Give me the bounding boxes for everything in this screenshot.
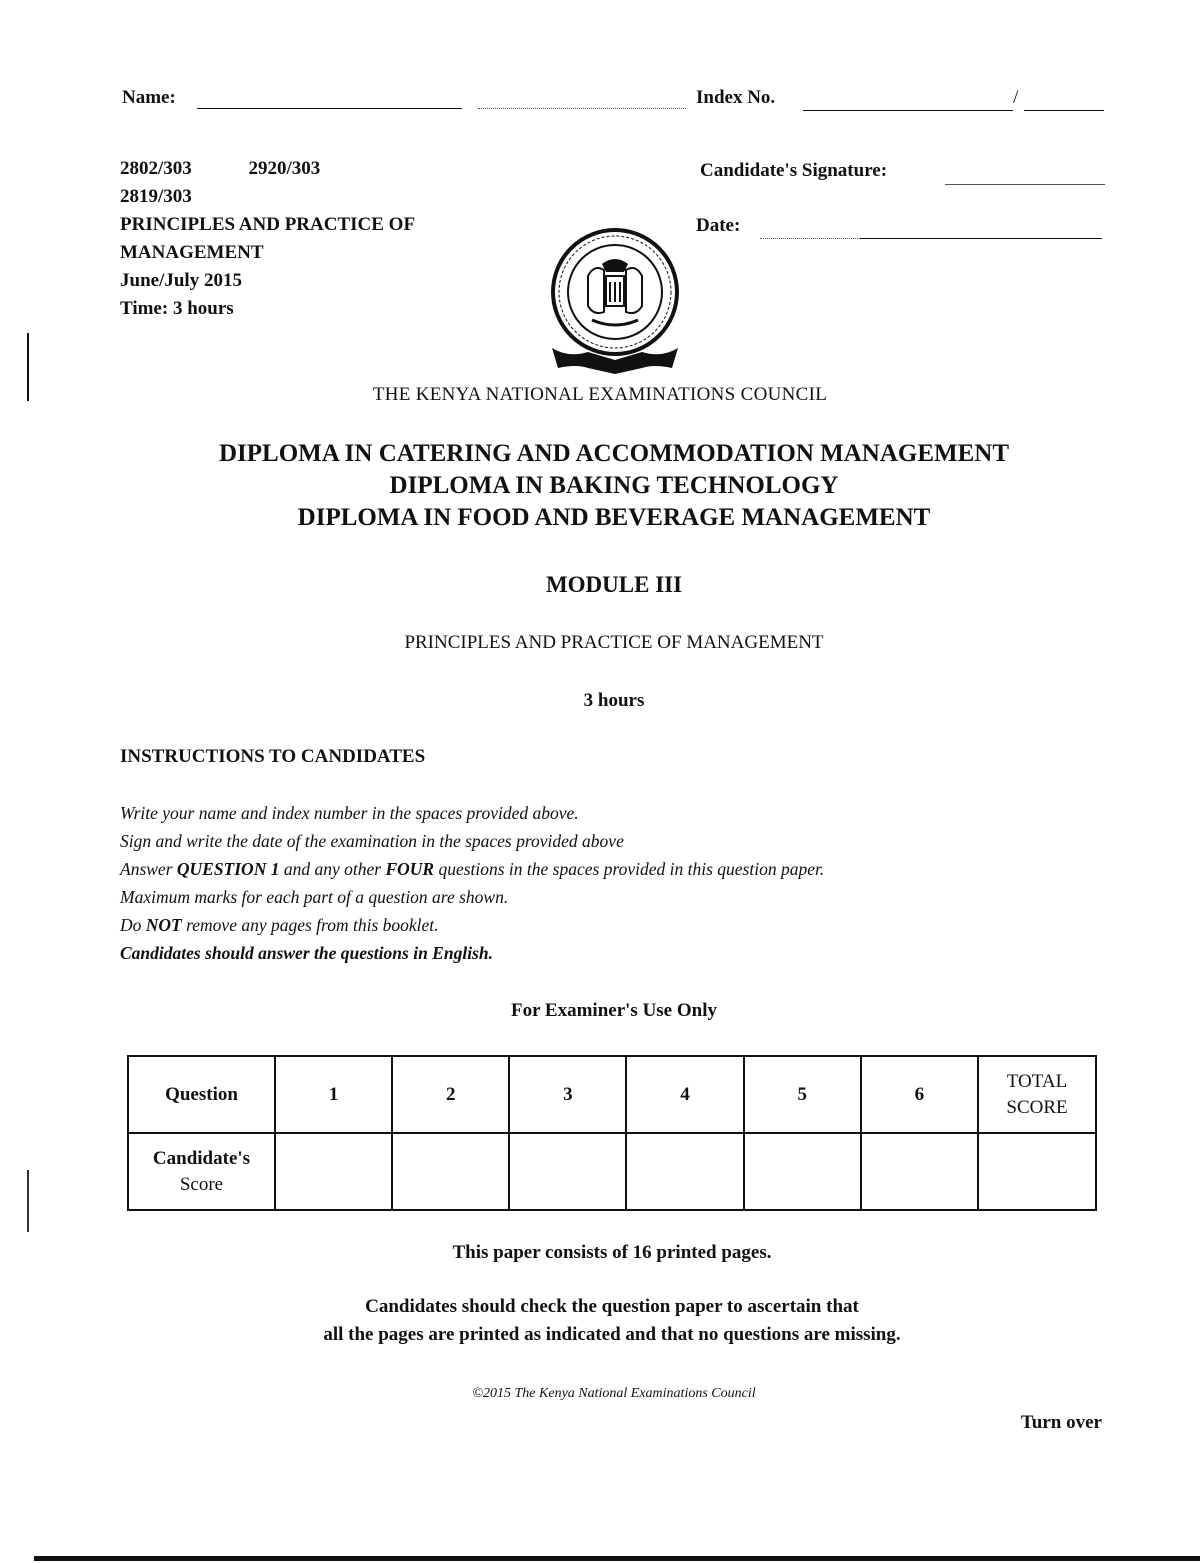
score-cell-1[interactable]: [275, 1133, 392, 1210]
copyright-note: ©2015 The Kenya National Examinations Council: [472, 1386, 756, 1401]
question-row-label: Question: [128, 1056, 275, 1133]
paper-details: [120, 155, 540, 323]
score-cell-6[interactable]: [861, 1133, 978, 1210]
date-field[interactable]: [860, 238, 1102, 239]
diploma-title-2: DIPLOMA IN BAKING TECHNOLOGY: [389, 472, 839, 499]
instruction-5-part-a: Do: [120, 915, 146, 935]
candidate-score-label: [128, 1133, 275, 1210]
question-number-6: 6: [861, 1056, 978, 1133]
total-score-header: [978, 1056, 1096, 1133]
score-cell-3[interactable]: [509, 1133, 626, 1210]
index-separator: /: [1013, 87, 1019, 108]
question-number-5: 5: [744, 1056, 861, 1133]
council-name: THE KENYA NATIONAL EXAMINATIONS COUNCIL: [372, 384, 828, 405]
signature-label: Candidate's Signature:: [700, 160, 888, 181]
paper-codes-row: [120, 155, 540, 183]
candidate-score-row: [128, 1133, 1096, 1210]
instruction-3-part-a: Answer: [120, 859, 177, 879]
question-number-2: 2: [392, 1056, 509, 1133]
question-row: [128, 1056, 1096, 1133]
instruction-1: Write your name and index number in the spaces provided above.: [120, 803, 579, 823]
score-cell-5[interactable]: [744, 1133, 861, 1210]
instruction-3-part-c: questions in the spaces provided in this question paper.: [434, 859, 825, 879]
score-cell-total[interactable]: [978, 1133, 1096, 1210]
instructions-heading: INSTRUCTIONS TO CANDIDATES: [120, 746, 426, 767]
paper-code-3: 2819/303: [120, 186, 192, 207]
score-cell-4[interactable]: [626, 1133, 743, 1210]
instruction-2: Sign and write the date of the examination in the spaces provided above: [120, 831, 624, 851]
exam-session: June/July 2015: [120, 270, 242, 291]
paper-code-1: 2802/303: [120, 158, 192, 179]
question-number-3: 3: [509, 1056, 626, 1133]
check-note-line-1: Candidates should check the question paper to ascertain that: [365, 1296, 859, 1317]
index-suffix-field[interactable]: [1024, 110, 1104, 111]
bottom-page-edge: [34, 1556, 1200, 1561]
diploma-title-3: DIPLOMA IN FOOD AND BEVERAGE MANAGEMENT: [297, 504, 931, 531]
instruction-5-part-b: remove any pages from this booklet.: [181, 915, 439, 935]
exam-time: Time: 3 hours: [120, 298, 234, 319]
total-score-line-1: TOTAL: [1006, 1070, 1068, 1092]
instruction-5-not: NOT: [145, 915, 182, 935]
index-label: Index No.: [696, 87, 776, 108]
paper-code-2: 2920/303: [248, 158, 321, 179]
candidate-score-label-line-2: Score: [179, 1173, 224, 1195]
total-score-line-2: SCORE: [1006, 1096, 1068, 1118]
name-label: Name:: [122, 87, 176, 108]
instruction-3: [120, 856, 824, 884]
left-margin-mark-top: [27, 333, 29, 401]
paper-duration: 3 hours: [583, 690, 645, 711]
name-field[interactable]: [197, 108, 462, 109]
examiner-heading: For Examiner's Use Only: [510, 1000, 717, 1021]
council-seal: [548, 224, 682, 374]
candidate-score-label-line-1: Candidate's: [152, 1147, 251, 1169]
score-cell-2[interactable]: [392, 1133, 509, 1210]
instruction-3-part-b: and any other: [279, 859, 386, 879]
subject-line-2: MANAGEMENT: [120, 242, 264, 263]
question-number-1: 1: [275, 1056, 392, 1133]
subject-line-1: PRINCIPLES AND PRACTICE OF: [120, 214, 416, 235]
module-title: MODULE III: [545, 572, 683, 597]
instruction-3-four: FOUR: [385, 859, 435, 879]
examiner-score-table: [127, 1055, 1097, 1211]
signature-field[interactable]: [945, 184, 1105, 185]
instruction-6: Candidates should answer the questions in English.: [120, 943, 493, 963]
instruction-4: Maximum marks for each part of a question are shown.: [120, 887, 509, 907]
council-seal-icon: [548, 224, 682, 374]
check-note-line-2: all the pages are printed as indicated and that no questions are missing.: [323, 1324, 901, 1345]
paper-title: PRINCIPLES AND PRACTICE OF MANAGEMENT: [404, 632, 824, 653]
turn-over-note: Turn over: [1020, 1412, 1102, 1433]
instruction-3-question-1: QUESTION 1: [176, 859, 280, 879]
date-field-start: [760, 238, 860, 239]
date-label: Date:: [696, 215, 741, 236]
instruction-5: [120, 912, 439, 940]
left-margin-mark-bottom: [27, 1170, 29, 1232]
name-field-extension: [478, 108, 686, 109]
index-number-field[interactable]: [803, 110, 1013, 111]
page-count-note: This paper consists of 16 printed pages.: [452, 1242, 772, 1263]
diploma-title-1: DIPLOMA IN CATERING AND ACCOMMODATION MANAGEMENT: [218, 440, 1010, 467]
question-number-4: 4: [626, 1056, 743, 1133]
